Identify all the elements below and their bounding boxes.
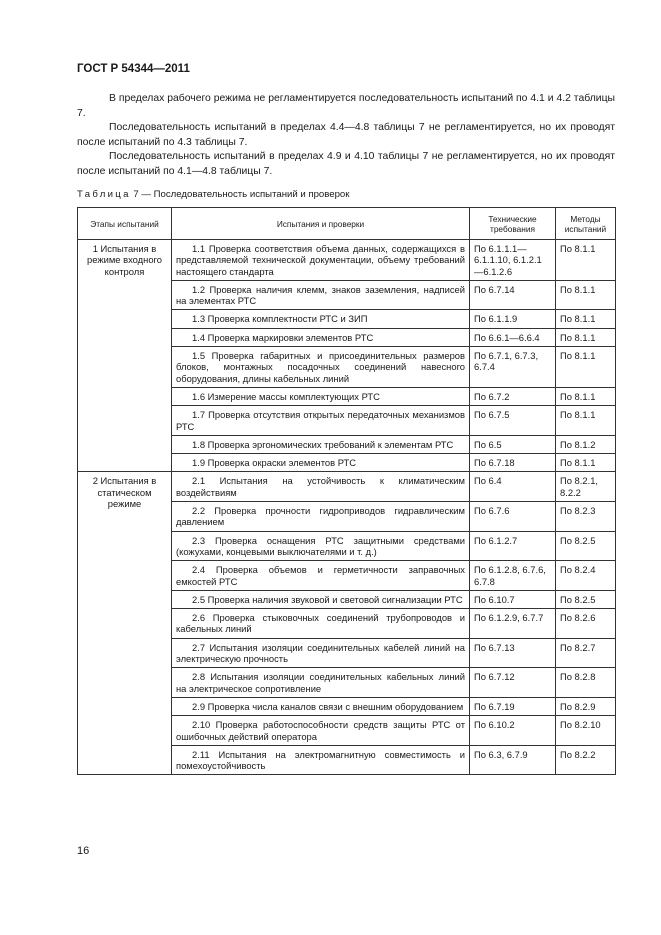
requirements-cell: По 6.1.2.9, 6.7.7 (470, 609, 556, 639)
test-cell: 2.2 Проверка прочности гидроприводов гидравлическим давлением (172, 502, 470, 532)
test-cell: 1.6 Измерение массы комплектующих РТС (172, 387, 470, 405)
test-cell: 1.7 Проверка отсутствия открытых передаточных механизмов РТС (172, 406, 470, 436)
methods-cell: По 8.1.1 (556, 454, 616, 472)
methods-cell: По 8.2.4 (556, 561, 616, 591)
test-cell: 1.8 Проверка эргономических требований к элементам РТС (172, 435, 470, 453)
methods-cell: По 8.2.7 (556, 638, 616, 668)
table-row (78, 240, 616, 281)
body-paragraphs (77, 92, 615, 180)
requirements-cell: По 6.7.6 (470, 502, 556, 532)
test-cell: 2.10 Проверка работоспособности средств защиты РТС от ошибочных действий оператора (172, 716, 470, 746)
test-cell: 2.6 Проверка стыковочных соединений трубопроводов и кабельных линий (172, 609, 470, 639)
test-cell: 2.7 Испытания изоляции соединительных кабелей линий на электрическую прочность (172, 638, 470, 668)
methods-cell: По 8.1.1 (556, 347, 616, 388)
test-cell: 2.1 Испытания на устойчивость к климатическим воздействиям (172, 472, 470, 502)
stage-cell: 2 Испытания в статическом режиме (78, 472, 172, 775)
requirements-cell: По 6.3, 6.7.9 (470, 745, 556, 775)
requirements-cell: По 6.7.2 (470, 387, 556, 405)
requirements-cell: По 6.7.13 (470, 638, 556, 668)
requirements-cell: По 6.4 (470, 472, 556, 502)
methods-cell: По 8.2.5 (556, 590, 616, 608)
header-requirements: Технические требования (470, 208, 556, 240)
requirements-cell: По 6.1.2.8, 6.7.6, 6.7.8 (470, 561, 556, 591)
test-cell: 1.3 Проверка комплектности РТС и ЗИП (172, 310, 470, 328)
requirements-cell: По 6.5 (470, 435, 556, 453)
requirements-cell: По 6.7.14 (470, 280, 556, 310)
methods-cell: По 8.1.1 (556, 387, 616, 405)
table-caption (77, 189, 349, 200)
requirements-cell: По 6.7.1, 6.7.3, 6.7.4 (470, 347, 556, 388)
requirements-cell: По 6.1.2.7 (470, 531, 556, 561)
stage-cell: 1 Испытания в режиме входного контроля (78, 240, 172, 472)
requirements-cell: По 6.7.5 (470, 406, 556, 436)
requirements-cell: По 6.6.1—6.6.4 (470, 328, 556, 346)
table-header-row (78, 208, 616, 240)
methods-cell: По 8.1.1 (556, 406, 616, 436)
test-cell: 1.1 Проверка соответствия объема данных, содержащихся в представляемой технической документации, объему требований настоящего стандарта (172, 240, 470, 281)
table-caption-text: 7 — Последовательность испытаний и проверок (130, 189, 350, 200)
paragraph: Последовательность испытаний в пределах 4.4—4.8 таблицы 7 не регламентируется, но их проводят после испытаний по 4.3 таблицы 7. (77, 122, 615, 148)
methods-cell: По 8.1.1 (556, 280, 616, 310)
document-header: ГОСТ Р 54344—2011 (77, 63, 190, 75)
test-cell: 2.4 Проверка объемов и герметичности заправочных емкостей РТС (172, 561, 470, 591)
test-cell: 2.3 Проверка оснащения РТС защитными средствами (кожухами, концевыми выключателями и т. д.) (172, 531, 470, 561)
requirements-cell: По 6.10.7 (470, 590, 556, 608)
test-cell: 1.2 Проверка наличия клемм, знаков заземления, надписей на элементах РТС (172, 280, 470, 310)
requirements-cell: По 6.10.2 (470, 716, 556, 746)
methods-cell: По 8.2.2 (556, 745, 616, 775)
header-test: Испытания и проверки (172, 208, 470, 240)
methods-cell: По 8.2.8 (556, 668, 616, 698)
header-methods: Методы испытаний (556, 208, 616, 240)
test-cell: 1.5 Проверка габаритных и присоединительных размеров блоков, монтажных посадочных соединений навесного оборудования, длины кабельных линий (172, 347, 470, 388)
methods-cell: По 8.2.5 (556, 531, 616, 561)
paragraph: Последовательность испытаний в пределах 4.9 и 4.10 таблицы 7 не регламентируется, но их проводят после испытаний по 4.1—4.8 таблицы 7. (77, 151, 615, 177)
test-cell: 2.5 Проверка наличия звуковой и световой сигнализации РТС (172, 590, 470, 608)
test-cell: 1.9 Проверка окраски элементов РТС (172, 454, 470, 472)
tests-table (77, 207, 616, 775)
methods-cell: По 8.1.1 (556, 328, 616, 346)
methods-cell: По 8.1.2 (556, 435, 616, 453)
methods-cell: По 8.2.9 (556, 697, 616, 715)
requirements-cell: По 6.1.1.1—6.1.1.10, 6.1.2.1—6.1.2.6 (470, 240, 556, 281)
methods-cell: По 8.2.3 (556, 502, 616, 532)
header-stage: Этапы испытаний (78, 208, 172, 240)
methods-cell: По 8.2.10 (556, 716, 616, 746)
table-caption-prefix: Таблица (77, 189, 131, 200)
table-row (78, 472, 616, 502)
methods-cell: По 8.1.1 (556, 240, 616, 281)
methods-cell: По 8.2.6 (556, 609, 616, 639)
methods-cell: По 8.2.1, 8.2.2 (556, 472, 616, 502)
test-cell: 2.9 Проверка числа каналов связи с внешним оборудованием (172, 697, 470, 715)
methods-cell: По 8.1.1 (556, 310, 616, 328)
paragraph: В пределах рабочего режима не регламентируется последовательность испытаний по 4.1 и 4.2 таблицы 7. (77, 93, 615, 119)
requirements-cell: По 6.7.19 (470, 697, 556, 715)
page-number: 16 (77, 845, 90, 857)
test-cell: 1.4 Проверка маркировки элементов РТС (172, 328, 470, 346)
test-cell: 2.11 Испытания на электромагнитную совместимость и помехоустойчивость (172, 745, 470, 775)
requirements-cell: По 6.1.1.9 (470, 310, 556, 328)
requirements-cell: По 6.7.18 (470, 454, 556, 472)
requirements-cell: По 6.7.12 (470, 668, 556, 698)
test-cell: 2.8 Испытания изоляции соединительных кабельных линий на электрическое сопротивление (172, 668, 470, 698)
